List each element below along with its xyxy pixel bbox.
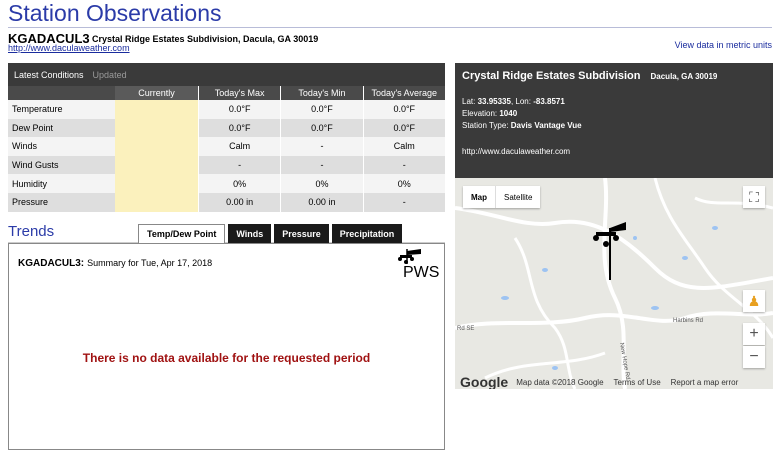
lon-label: , Lon: — [510, 97, 534, 106]
google-logo: Google — [460, 374, 509, 389]
average-value: Calm — [363, 137, 445, 156]
station-id: KGADACUL3 — [8, 31, 90, 46]
elevation-value: 1040 — [499, 109, 518, 118]
column-header-currently: Currently — [115, 86, 198, 100]
min-value: - — [280, 156, 362, 175]
row-label: Pressure — [12, 197, 49, 208]
elevation-line — [462, 108, 582, 120]
info-details — [462, 96, 582, 132]
row-label: Winds — [12, 141, 38, 152]
tab-pressure[interactable]: Pressure — [274, 224, 329, 243]
row-label: Dew Point — [12, 122, 54, 133]
trends-tabs — [138, 224, 402, 243]
tab-temp-dew-point[interactable]: Temp/Dew Point — [138, 224, 225, 243]
station-type-value: Davis Vantage Vue — [510, 121, 582, 130]
latlon-line — [462, 96, 582, 108]
current-value — [115, 100, 198, 119]
title-divider — [8, 27, 772, 28]
terms-link[interactable]: Terms of Use — [613, 377, 661, 387]
min-value: 0% — [280, 174, 362, 193]
current-value — [115, 193, 198, 212]
average-value: 0.0°F — [363, 119, 445, 138]
current-value — [115, 119, 198, 138]
lon-value: -83.8571 — [533, 97, 565, 106]
max-value: 0% — [198, 174, 280, 193]
column-header-max: Today's Max — [198, 86, 280, 100]
table-row — [8, 156, 445, 175]
station-type-label: Station Type: — [462, 121, 511, 130]
street-view-pegman-icon[interactable]: ♟ — [743, 290, 765, 312]
station-url-link[interactable]: http://www.daculaweather.com — [8, 43, 130, 53]
zoom-out-icon[interactable]: − — [743, 346, 765, 368]
info-station-name: Crystal Ridge Estates Subdivision — [462, 70, 641, 82]
zoom-in-icon[interactable]: + — [743, 323, 765, 345]
max-value: - — [198, 156, 280, 175]
map-footer — [455, 375, 773, 389]
no-data-message: There is no data available for the requested period — [82, 351, 371, 365]
road-label-se: Rd SE — [457, 326, 475, 332]
station-map[interactable] — [455, 178, 773, 389]
lat-value: 33.95335 — [477, 97, 511, 106]
current-value — [115, 174, 198, 193]
conditions-header — [8, 63, 445, 86]
info-location: Dacula, GA 30019 — [650, 72, 718, 81]
summary-station: KGADACUL3: — [18, 258, 85, 269]
summary-heading — [18, 258, 212, 269]
report-map-error-link[interactable]: Report a map error — [670, 377, 739, 387]
lat-label: Lat: — [462, 97, 478, 106]
current-value — [115, 156, 198, 175]
max-value: 0.00 in — [198, 193, 280, 212]
pws-logo-icon — [391, 247, 439, 280]
table-row — [8, 119, 445, 138]
road-label-harbins: Harbins Rd — [673, 318, 704, 324]
station-marker-icon[interactable] — [590, 218, 630, 280]
tab-winds[interactable]: Winds — [228, 224, 271, 243]
min-value: 0.00 in — [280, 193, 362, 212]
conditions-title: Latest Conditions — [14, 69, 84, 80]
road-label-new-hope: New Hope Rd — [618, 342, 631, 381]
average-value: - — [363, 156, 445, 175]
map-roads — [455, 178, 773, 389]
max-value: 0.0°F — [198, 119, 280, 138]
row-label: Wind Gusts — [12, 160, 59, 171]
page-title: Station Observations — [8, 0, 222, 26]
metric-units-link[interactable]: View data in metric units — [674, 40, 772, 50]
summary-date: Summary for Tue, Apr 17, 2018 — [87, 258, 213, 268]
column-header-average: Today's Average — [363, 86, 445, 100]
column-header — [8, 86, 115, 100]
max-value: Calm — [198, 137, 280, 156]
average-value: 0.0°F — [363, 100, 445, 119]
trends-title: Trends — [8, 223, 55, 240]
map-type-map-button[interactable]: Map — [463, 186, 496, 208]
min-value: 0.0°F — [280, 100, 362, 119]
station-type-line — [462, 120, 582, 132]
info-title — [462, 70, 717, 82]
trend-chart-panel — [8, 243, 445, 450]
table-row — [8, 137, 445, 156]
updated-label: Updated — [92, 69, 127, 80]
min-value: 0.0°F — [280, 119, 362, 138]
fullscreen-icon[interactable]: ⛶ — [743, 186, 765, 208]
column-header-min: Today's Min — [280, 86, 362, 100]
map-type-toggle — [463, 186, 540, 208]
map-type-satellite-button[interactable]: Satellite — [504, 192, 533, 202]
row-label: Humidity — [12, 178, 48, 189]
tab-precipitation[interactable]: Precipitation — [332, 224, 403, 243]
table-row — [8, 174, 445, 193]
conditions-table — [8, 63, 445, 212]
elevation-label: Elevation: — [462, 109, 500, 118]
average-value: - — [363, 193, 445, 212]
map-data-credit: Map data ©2018 Google — [516, 377, 604, 387]
current-value — [115, 137, 198, 156]
station-location: Crystal Ridge Estates Subdivision, Dacula, GA 30019 — [92, 34, 319, 44]
max-value: 0.0°F — [198, 100, 280, 119]
table-row — [8, 100, 445, 119]
average-value: 0% — [363, 174, 445, 193]
row-label: Temperature — [12, 104, 63, 115]
pws-logo-text: PWS — [403, 264, 439, 280]
table-row — [8, 193, 445, 212]
info-url: http://www.daculaweather.com — [462, 147, 571, 156]
table-header-row — [8, 86, 445, 100]
min-value: - — [280, 137, 362, 156]
